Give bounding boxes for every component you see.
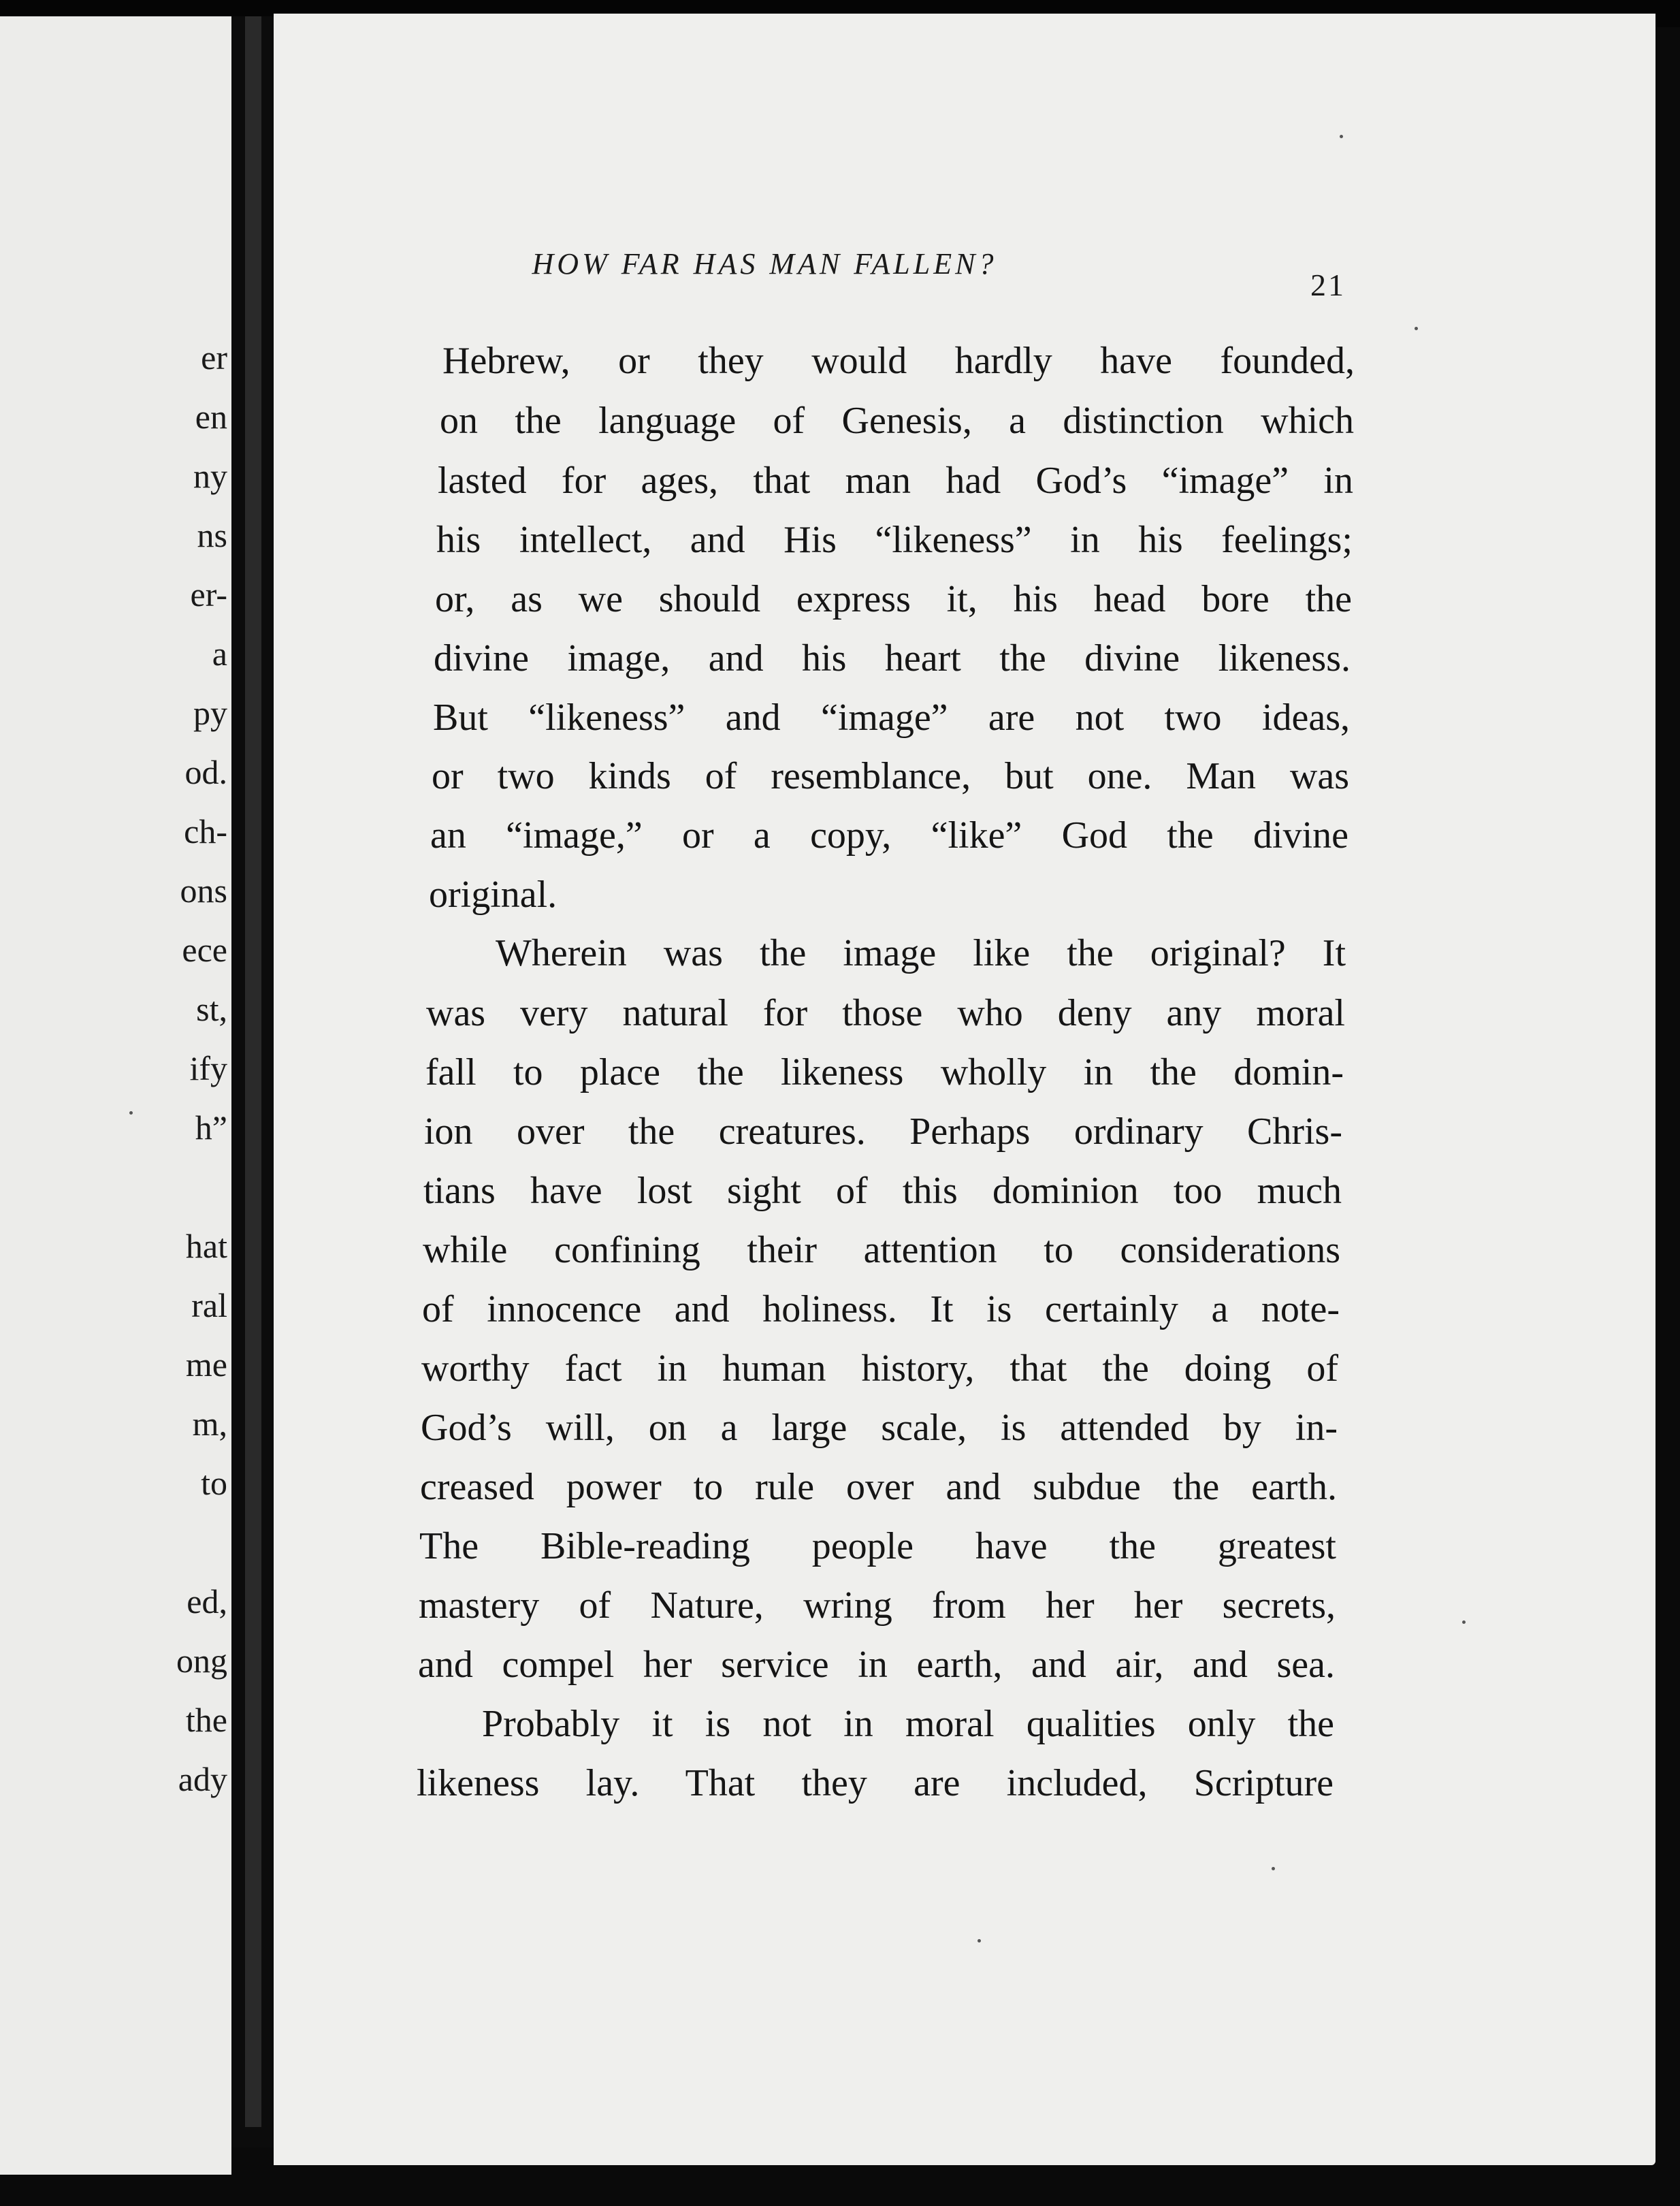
left-line-fragment: st,: [196, 990, 227, 1028]
book-gutter-shadow: [245, 16, 261, 2127]
body-text-line: worthy fact in human history, that the doing of: [421, 1347, 1338, 1390]
left-line-fragment: h”: [195, 1108, 227, 1147]
body-text-line: on the language of Genesis, a distinction which: [440, 400, 1354, 442]
left-line-fragment: hat: [185, 1227, 227, 1265]
page-number: 21: [1310, 268, 1346, 302]
body-text-line: likeness lay. That they are included, Scripture: [417, 1762, 1334, 1804]
paper-speck: [1272, 1867, 1275, 1870]
left-line-fragment: ece: [182, 931, 227, 969]
left-line-fragment: m,: [192, 1405, 227, 1443]
body-text-line: But “likeness” and “image” are not two ideas,: [433, 697, 1350, 739]
paper-speck: [129, 1111, 133, 1115]
paper-speck: [1462, 1620, 1466, 1624]
body-text-line: creased power to rule over and subdue the earth.: [420, 1466, 1337, 1508]
body-text-line: was very natural for those who deny any moral: [426, 992, 1345, 1034]
left-line-fragment: ady: [178, 1760, 227, 1798]
body-text-line: while confining their attention to considerations: [423, 1229, 1340, 1271]
running-head: HOW FAR HAS MAN FALLEN?: [532, 247, 997, 281]
left-line-fragment: er: [201, 338, 227, 377]
left-line-fragment: ed,: [187, 1582, 227, 1620]
paper-speck: [1340, 135, 1343, 138]
body-text-line: or two kinds of resemblance, but one. Man was: [432, 755, 1349, 797]
body-text-line: Hebrew, or they would hardly have founded,: [442, 340, 1355, 382]
body-text-line: and compel her service in earth, and air, and sea.: [418, 1644, 1335, 1686]
body-text-line: Probably it is not in moral qualities only the: [482, 1703, 1334, 1745]
left-line-fragment: ny: [193, 457, 227, 495]
left-line-fragment: ch-: [184, 812, 227, 850]
body-text-line: The Bible-reading people have the greatest: [419, 1525, 1336, 1567]
body-text-line: original.: [429, 874, 558, 916]
left-line-fragment: od.: [184, 753, 227, 791]
left-line-fragment: to: [201, 1464, 227, 1502]
left-line-fragment: ify: [189, 1049, 227, 1087]
left-line-fragment: py: [193, 694, 227, 732]
body-text-line: an “image,” or a copy, “like” God the divine: [430, 814, 1348, 857]
body-text-line: tians have lost sight of this dominion too much: [423, 1170, 1342, 1212]
paper-speck: [1415, 327, 1418, 330]
body-text-line: Wherein was the image like the original? It: [496, 932, 1346, 974]
left-line-fragment: the: [185, 1701, 227, 1739]
left-line-fragment: ral: [191, 1286, 227, 1324]
body-text-line: his intellect, and His “likeness” in his feelings;: [436, 519, 1353, 561]
left-line-fragment: ong: [176, 1642, 227, 1680]
paper-speck: [978, 1939, 981, 1943]
body-text-line: fall to place the likeness wholly in the domin-: [425, 1051, 1344, 1093]
body-text-line: divine image, and his heart the divine likeness.: [434, 637, 1351, 680]
left-line-fragment: me: [185, 1345, 227, 1384]
body-text-line: mastery of Nature, wring from her her secrets,: [419, 1584, 1336, 1627]
left-line-fragment: en: [195, 398, 227, 436]
left-page-fragment: [0, 16, 231, 2175]
left-line-fragment: er-: [190, 575, 227, 613]
body-text-line: lasted for ages, that man had God’s “image” in: [438, 460, 1353, 502]
left-line-fragment: ns: [197, 516, 227, 554]
body-text-line: of innocence and holiness. It is certainly a note-: [422, 1288, 1340, 1330]
body-text-line: God’s will, on a large scale, is attended by in-: [421, 1407, 1338, 1449]
left-line-fragment: ons: [180, 872, 227, 910]
body-text-line: or, as we should express it, his head bore the: [435, 578, 1352, 620]
body-text-line: ion over the creatures. Perhaps ordinary Chris-: [424, 1110, 1342, 1153]
left-line-fragment: a: [212, 635, 227, 673]
